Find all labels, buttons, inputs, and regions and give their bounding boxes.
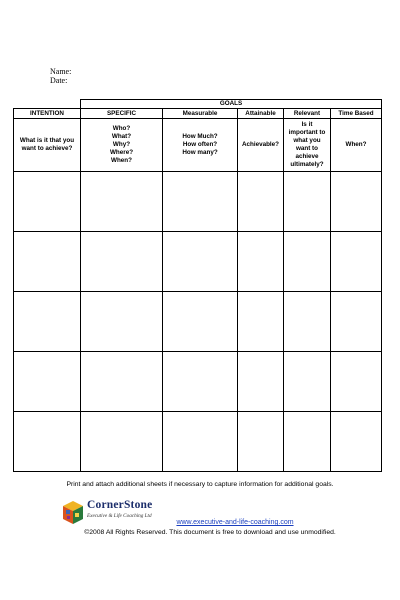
blank-cell[interactable] [238, 412, 284, 472]
blank-cell[interactable] [81, 232, 163, 292]
blank-row [14, 292, 382, 352]
blank-cell[interactable] [163, 292, 238, 352]
col-attainable: Attainable [238, 109, 284, 119]
q-relevant: Is it important to what you want to achieve ultimately? [284, 119, 331, 172]
blank-row [14, 172, 382, 232]
q-time-based: When? [331, 119, 382, 172]
blank-cell[interactable] [284, 172, 331, 232]
logo-name: CornerStone [87, 499, 153, 511]
q-intention: What is it that you want to achieve? [14, 119, 81, 172]
column-header-row [14, 109, 382, 119]
date-label: Date: [50, 76, 68, 85]
blank-cell[interactable] [331, 292, 382, 352]
blank-cell[interactable] [238, 352, 284, 412]
blank-cell[interactable] [14, 232, 81, 292]
blank-cell[interactable] [163, 172, 238, 232]
empty-corner-cell [14, 100, 81, 109]
q-measurable: How Much? How often? How many? [163, 119, 238, 172]
col-intention: INTENTION [14, 109, 81, 119]
blank-cell[interactable] [284, 292, 331, 352]
blank-cell[interactable] [331, 172, 382, 232]
smart-goals-table [13, 99, 382, 472]
blank-cell[interactable] [14, 352, 81, 412]
logo-tagline: Executive & Life Coaching Ltd [87, 513, 152, 519]
blank-cell[interactable] [14, 172, 81, 232]
blank-row [14, 412, 382, 472]
col-measurable: Measurable [163, 109, 238, 119]
blank-cell[interactable] [81, 412, 163, 472]
q-attainable: Achievable? [238, 119, 284, 172]
q-specific: Who? What? Why? Where? When? [81, 119, 163, 172]
blank-cell[interactable] [284, 352, 331, 412]
blank-cell[interactable] [284, 412, 331, 472]
blank-cell[interactable] [14, 412, 81, 472]
blank-cell[interactable] [81, 172, 163, 232]
blank-cell[interactable] [81, 352, 163, 412]
blank-cell[interactable] [331, 412, 382, 472]
question-row [14, 119, 382, 172]
name-label: Name: [50, 67, 72, 76]
goals-header-row [14, 100, 382, 109]
blank-cell[interactable] [238, 292, 284, 352]
col-time-based: Time Based [331, 109, 382, 119]
header-fields [50, 67, 71, 85]
blank-cell[interactable] [331, 352, 382, 412]
blank-row [14, 232, 382, 292]
blank-cell[interactable] [14, 292, 81, 352]
col-relevant: Relevant [284, 109, 331, 119]
col-specific: SPECIFIC [81, 109, 163, 119]
blank-cell[interactable] [163, 352, 238, 412]
website-link[interactable]: www.executive-and-life-coaching.com [176, 519, 294, 526]
blank-cell[interactable] [284, 232, 331, 292]
blank-cell[interactable] [163, 412, 238, 472]
blank-cell[interactable] [81, 292, 163, 352]
blank-cell[interactable] [163, 232, 238, 292]
copyright-text: ©2008 All Rights Reserved. This document is free to download and use unmodified. [84, 529, 336, 536]
blank-cell[interactable] [331, 232, 382, 292]
blank-cell[interactable] [238, 232, 284, 292]
blank-cell[interactable] [238, 172, 284, 232]
blank-row [14, 352, 382, 412]
footer-note: Print and attach additional sheets if necessary to capture information for additional goals. [66, 481, 334, 488]
goals-header: GOALS [81, 100, 382, 109]
